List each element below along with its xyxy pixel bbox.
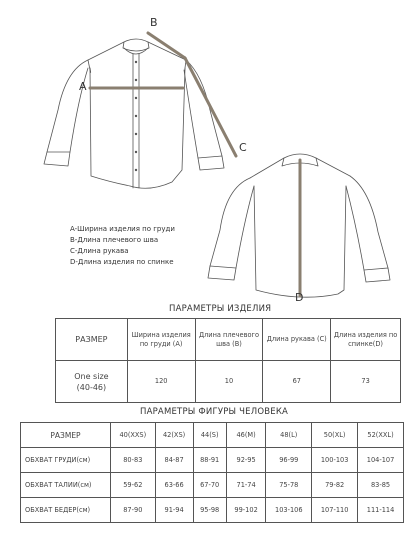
value-cell: 88-91 (193, 448, 226, 473)
row-label: ОБХВАТ ГРУДИ(см) (21, 448, 111, 473)
table-row (21, 498, 404, 523)
value-cell: 107-110 (312, 498, 358, 523)
header-cell: 44(S) (193, 423, 226, 448)
value-cell: 92-95 (226, 448, 266, 473)
value-cell: 120 (127, 361, 195, 403)
value-cell: 59-62 (111, 473, 156, 498)
value-cell: 99-102 (226, 498, 266, 523)
header-cell: 50(XL) (312, 423, 358, 448)
value-cell: 104-107 (358, 448, 404, 473)
header-cell: 42(XS) (155, 423, 193, 448)
header-cell: РАЗМЕР (56, 319, 128, 361)
value-cell: 67 (263, 361, 331, 403)
table-row (21, 448, 404, 473)
shirt-front-drawing (44, 39, 224, 188)
legend-item-b: B-Длина плечевого шва (70, 236, 159, 244)
product-params-table (55, 318, 401, 403)
label-a: A (79, 80, 87, 93)
value-cell: 87-90 (111, 498, 156, 523)
value-cell: 83-85 (358, 473, 404, 498)
header-cell: Ширина изделия по груди (А) (127, 319, 195, 361)
row-label: ОБХВАТ ТАЛИИ(см) (21, 473, 111, 498)
legend-item-d: D-Длина изделия по спинке (70, 258, 174, 266)
table-row (21, 423, 404, 448)
size-range: (40-46) (76, 382, 107, 392)
product-params-title: ПАРАМЕТРЫ ИЗДЕЛИЯ (169, 304, 272, 314)
value-cell: 71-74 (226, 473, 266, 498)
size-cell (56, 361, 128, 403)
legend-item-a: A-Ширина изделия по груди (70, 225, 175, 233)
header-cell: 48(L) (266, 423, 312, 448)
value-cell: 84-87 (155, 448, 193, 473)
header-cell: Длина плечевого шва (В) (195, 319, 263, 361)
table-row (21, 473, 404, 498)
measurement-legend (70, 224, 175, 268)
body-params-title: ПАРАМЕТРЫ ФИГУРЫ ЧЕЛОВЕКА (140, 407, 289, 417)
value-cell: 73 (331, 361, 401, 403)
header-cell: РАЗМЕР (21, 423, 111, 448)
body-params-table (20, 422, 404, 523)
value-cell: 91-94 (155, 498, 193, 523)
value-cell: 100-103 (312, 448, 358, 473)
value-cell: 111-114 (358, 498, 404, 523)
header-cell: 46(M) (226, 423, 266, 448)
size-value: One size (74, 371, 109, 381)
value-cell: 10 (195, 361, 263, 403)
table-row (56, 319, 401, 361)
value-cell: 79-82 (312, 473, 358, 498)
legend-item-c: C-Длина рукава (70, 247, 129, 255)
shirt-buttons (135, 61, 137, 171)
value-cell: 75-78 (266, 473, 312, 498)
table-row (56, 361, 401, 403)
value-cell: 67-70 (193, 473, 226, 498)
label-b: B (150, 16, 158, 29)
header-cell: Длина рукава (С) (263, 319, 331, 361)
measure-line-b (148, 33, 185, 58)
value-cell: 95-98 (193, 498, 226, 523)
header-cell: 52(XXL) (358, 423, 404, 448)
value-cell: 63-66 (155, 473, 193, 498)
header-cell: 40(XXS) (111, 423, 156, 448)
value-cell: 80-83 (111, 448, 156, 473)
label-c: C (239, 141, 247, 154)
measure-line-c (185, 58, 236, 156)
row-label: ОБХВАТ БЕДЕР(см) (21, 498, 111, 523)
header-cell: Длина изделия по спинке(D) (331, 319, 401, 361)
value-cell: 96-99 (266, 448, 312, 473)
label-d: D (295, 291, 304, 304)
value-cell: 103-106 (266, 498, 312, 523)
